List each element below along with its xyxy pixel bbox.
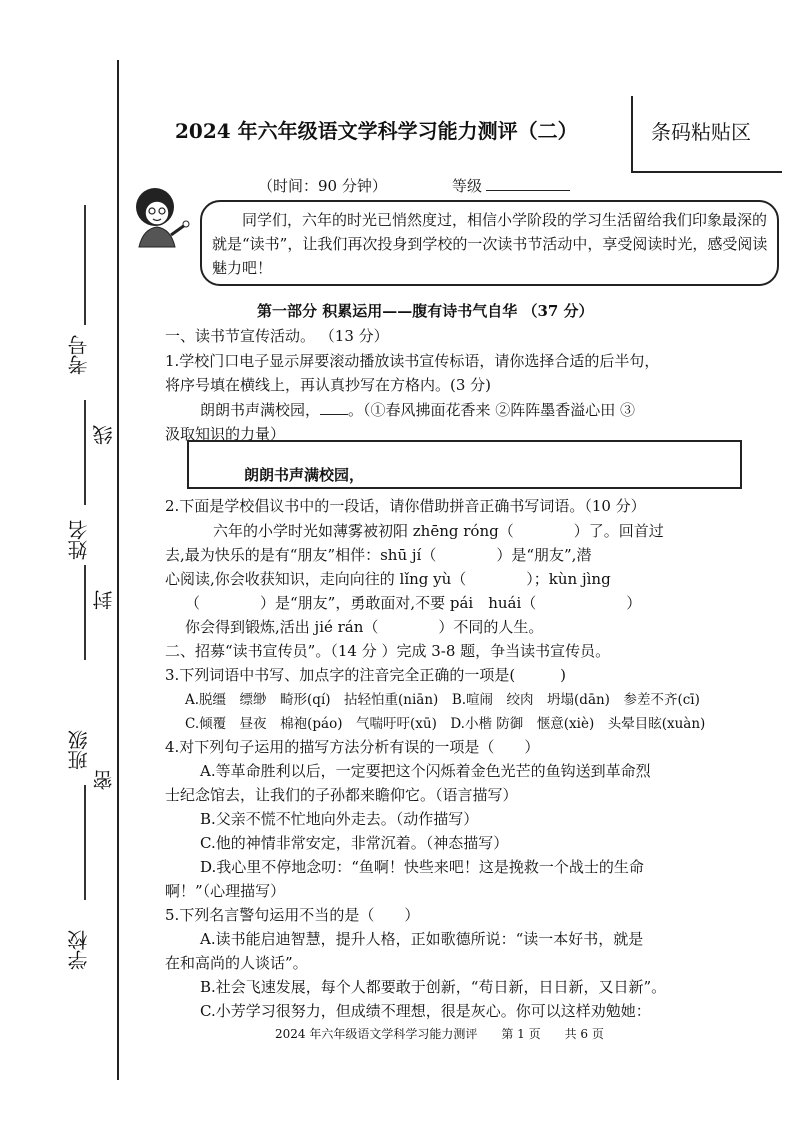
grade-blank[interactable]	[486, 190, 570, 191]
time-label: （时间：90 分钟）	[258, 177, 387, 195]
q3-options-ab: A.脱缰 缥缈 畸形(qí) 拈轻怕重(niān) B.喧闹 绞肉 坍塌(dān) 参差不齐(cī)	[185, 692, 700, 708]
name-line-1	[84, 400, 86, 505]
page-footer: 2024 年六年级语文学科学习能力测评 第 1 页 共 6 页	[275, 1027, 604, 1041]
name-line-2	[84, 565, 86, 660]
secret-label: 密	[92, 770, 116, 790]
q1-line4: 汲取知识的力量）	[165, 425, 286, 443]
q1-line1: 1.学校门口电子显示屏要滚动播放读书宣传标语，请你选择合适的后半句，	[165, 352, 660, 370]
q4-option-a1: A.等革命胜利以后，一定要把这个闪烁着金色光芒的鱼钩送到革命烈	[200, 762, 651, 780]
q1-sentence-start: 朗朗书声满校园，	[200, 401, 321, 419]
q2-line1: 2.下面是学校倡议书中的一段话，请你借助拼音正确书写词语。（10 分）	[165, 497, 646, 515]
q1-options: 。（①春风拂面花香来 ②阵阵墨香溢心田 ③	[348, 401, 636, 419]
q1-box-text: 朗朗书声满校园，	[244, 466, 365, 484]
q4-option-d1: D.我心里不停地念叨：“鱼啊！快些来吧！这是挽救一个战士的生命	[200, 858, 644, 876]
q1-answer-blank[interactable]	[320, 414, 348, 415]
class-line	[84, 785, 86, 900]
q5-stem: 5.下列名言警句运用不当的是（ ）	[165, 906, 420, 924]
q1-line2: 将序号填在横线上，再认真抄写在方格内。(3 分)	[165, 376, 492, 394]
q2-line6: 你会得到锻炼,活出 jié rán（ ）不同的人生。	[185, 618, 544, 636]
seal-label: 封	[92, 590, 116, 610]
name-label: 姓名	[67, 520, 91, 560]
q2-line4: 心阅读,你会收获知识，走向向往的 lǐng yù（ ）；kùn jìng	[165, 570, 611, 588]
grade-label: 等级	[452, 177, 483, 195]
girl-illustration	[125, 185, 195, 265]
q4-stem: 4.对下列句子运用的描写方法分析有误的一项是（ ）	[165, 738, 540, 756]
barcode-label: 条码粘贴区	[651, 120, 751, 144]
section2-heading: 二、招募“读书宣传员”。（14 分 ）完成 3-8 题，争当读书宣传员。	[165, 642, 611, 660]
line-label: 线	[92, 425, 116, 445]
page-title: 2024 年六年级语文学科学习能力测评（二）	[175, 119, 578, 143]
section1-heading: 一、读书节宣传活动。 （13 分）	[165, 327, 389, 345]
q5-option-a1: A.读书能启迪智慧，提升人格，正如歌德所说：“读一本好书，就是	[200, 930, 644, 948]
q4-option-d2: 啊！”（心理描写）	[165, 882, 286, 900]
grade-field[interactable]	[452, 175, 570, 196]
q3-stem: 3.下列词语中书写、加点字的注音完全正确的一项是( )	[165, 666, 567, 684]
q3-options-cd: C.倾覆 昼夜 棉袍(páo) 气喘吁吁(xū) D.小楷 防御 惬意(xiè) 头晕目眩(xuàn)	[185, 716, 706, 732]
school-label: 学校	[67, 930, 91, 970]
q5-option-a2: 在和高尚的人谈话”。	[165, 954, 308, 972]
q5-option-b: B.社会飞速发展，每个人都要敢于创新，“苟日新，日日新，又日新”。	[200, 978, 667, 996]
q4-option-b: B.父亲不慌不忙地向外走去。（动作描写）	[200, 810, 479, 828]
q5-option-c: C.小芳学习很努力，但成绩不理想，很是灰心。你可以这样劝勉她：	[200, 1002, 651, 1020]
barcode-area	[631, 96, 782, 173]
q2-line5: （ ）是“朋友”，勇敢面对,不要 pái huái（ ）	[185, 594, 642, 612]
part1-heading: 第一部分 积累运用——腹有诗书气自华 （37 分）	[257, 302, 594, 320]
intro-text: 同学们，六年的时光已悄然度过，相信小学阶段的学习生活留给我们印象最深的就是“读书”，让我们再次投身到学校的一次读书节活动中，享受阅读时光，感受阅读魅力吧！	[212, 211, 768, 277]
q2-line2: 六年的小学时光如薄雾被初阳 zhēng róng（ ）了。回首过	[213, 522, 664, 540]
exam-no-line	[84, 205, 86, 325]
q2-line3: 去,最为快乐的是有“朋友”相伴：shū jí（ ）是“朋友”,潜	[165, 546, 592, 564]
q4-option-c: C.他的神情非常安定，非常沉着。（神态描写）	[200, 834, 509, 852]
q1-copy-box[interactable]	[187, 440, 742, 489]
intro-bubble	[200, 200, 779, 286]
class-label: 班级	[67, 730, 91, 770]
q1-line3	[200, 399, 635, 420]
binding-line	[117, 60, 119, 1080]
exam-no-label: 考号	[67, 335, 91, 375]
q4-option-a2: 士纪念馆去，让我们的子孙都来瞻仰它。（语言描写）	[165, 786, 518, 804]
